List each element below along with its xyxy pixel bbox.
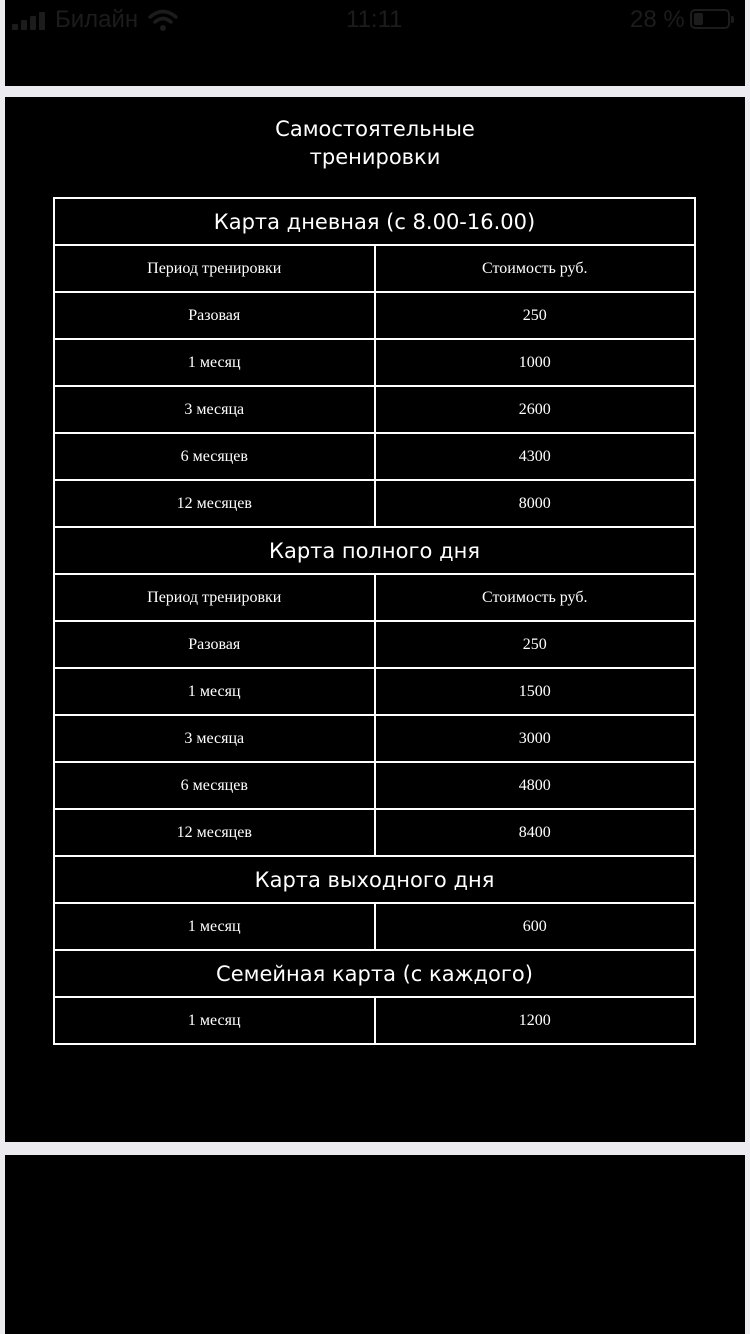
table-row bbox=[54, 668, 695, 715]
price-cell: 8000 bbox=[375, 480, 696, 527]
table-row bbox=[54, 715, 695, 762]
period-cell: 12 месяцев bbox=[54, 480, 375, 527]
table-row bbox=[54, 997, 695, 1044]
price-cell: 8400 bbox=[375, 809, 696, 856]
price-cell: 4300 bbox=[375, 433, 696, 480]
column-header-row bbox=[54, 245, 695, 292]
clock: 11:11 bbox=[346, 6, 403, 33]
section-header bbox=[54, 856, 695, 903]
next-image-panel[interactable] bbox=[5, 1155, 745, 1334]
column-header-period: Период тренировки bbox=[54, 245, 375, 292]
section-header bbox=[54, 527, 695, 574]
table-row bbox=[54, 480, 695, 527]
column-header-period: Период тренировки bbox=[54, 574, 375, 621]
section-title-weekend-card: Карта выходного дня bbox=[54, 856, 695, 903]
price-cell: 600 bbox=[375, 903, 696, 950]
section-title-family-card: Семейная карта (с каждого) bbox=[54, 950, 695, 997]
period-cell: 12 месяцев bbox=[54, 809, 375, 856]
column-header-price: Стоимость руб. bbox=[375, 574, 696, 621]
table-row bbox=[54, 292, 695, 339]
price-cell: 250 bbox=[375, 621, 696, 668]
price-cell: 4800 bbox=[375, 762, 696, 809]
table-row bbox=[54, 809, 695, 856]
period-cell: 6 месяцев bbox=[54, 433, 375, 480]
period-cell: 1 месяц bbox=[54, 668, 375, 715]
column-header-price: Стоимость руб. bbox=[375, 245, 696, 292]
period-cell: 1 месяц bbox=[54, 339, 375, 386]
pricing-image-card[interactable] bbox=[5, 97, 745, 1142]
table-row bbox=[54, 433, 695, 480]
period-cell: 3 месяца bbox=[54, 715, 375, 762]
table-row bbox=[54, 621, 695, 668]
period-cell: 6 месяцев bbox=[54, 762, 375, 809]
price-table bbox=[53, 197, 696, 1045]
page-title bbox=[5, 115, 745, 171]
section-title-day-card: Карта дневная (с 8.00-16.00) bbox=[54, 198, 695, 245]
battery-icon bbox=[690, 9, 730, 29]
section-title-full-day-card: Карта полного дня bbox=[54, 527, 695, 574]
section-header bbox=[54, 198, 695, 245]
signal-icon bbox=[12, 10, 48, 30]
section-header bbox=[54, 950, 695, 997]
price-cell: 250 bbox=[375, 292, 696, 339]
price-cell: 1500 bbox=[375, 668, 696, 715]
carrier-name: Билайн bbox=[55, 6, 139, 33]
title-line-1: Самостоятельные bbox=[275, 117, 475, 141]
price-cell: 1000 bbox=[375, 339, 696, 386]
period-cell: Разовая bbox=[54, 621, 375, 668]
table-row bbox=[54, 386, 695, 433]
table-row bbox=[54, 903, 695, 950]
period-cell: 3 месяца bbox=[54, 386, 375, 433]
period-cell: 1 месяц bbox=[54, 997, 375, 1044]
battery-percent: 28 % bbox=[630, 6, 685, 33]
wifi-icon bbox=[148, 8, 178, 32]
status-bar bbox=[0, 0, 750, 42]
price-cell: 1200 bbox=[375, 997, 696, 1044]
table-row bbox=[54, 762, 695, 809]
period-cell: Разовая bbox=[54, 292, 375, 339]
period-cell: 1 месяц bbox=[54, 903, 375, 950]
table-row bbox=[54, 339, 695, 386]
battery-level bbox=[694, 13, 703, 25]
price-cell: 3000 bbox=[375, 715, 696, 762]
column-header-row bbox=[54, 574, 695, 621]
price-cell: 2600 bbox=[375, 386, 696, 433]
title-line-2: тренировки bbox=[309, 145, 441, 169]
